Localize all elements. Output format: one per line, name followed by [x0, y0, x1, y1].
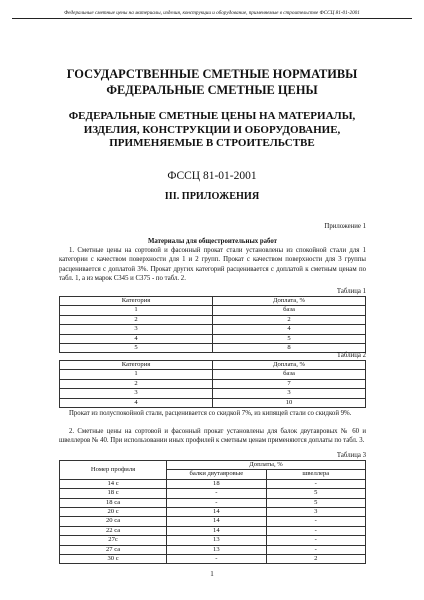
table-row — [60, 325, 366, 334]
table-row — [60, 389, 366, 398]
table-cell: 30 с — [60, 555, 167, 564]
table-cell: база — [213, 370, 366, 379]
table-header-category: Категория — [60, 297, 213, 306]
table-cell: 8 — [213, 344, 366, 353]
table-row — [60, 306, 366, 315]
table-header-channels: швеллера — [266, 470, 365, 479]
table-row — [60, 526, 366, 535]
table-cell: - — [266, 536, 365, 545]
table-cell: 1 — [60, 370, 213, 379]
table-cell: 5 — [60, 344, 213, 353]
table-header-category: Категория — [60, 361, 213, 370]
table-cell: - — [167, 555, 266, 564]
table-cell: - — [167, 498, 266, 507]
table-cell: 5 — [266, 489, 365, 498]
table-cell: 1 — [60, 306, 213, 315]
table-cell: 20 са — [60, 517, 167, 526]
appendix-label: Приложение 1 — [324, 223, 366, 230]
table-1-caption: Таблица 1 — [336, 288, 366, 295]
table-cell: 3 — [266, 508, 365, 517]
table-row — [60, 555, 366, 564]
table-cell: 5 — [266, 498, 365, 507]
table-row — [60, 489, 366, 498]
table-cell: - — [266, 517, 365, 526]
table-row — [60, 517, 366, 526]
table-1 — [59, 296, 366, 353]
paragraph-1: 1. Сметные цены на сортовой и фасонный прокат стали установлены из спокойной стали для 1 категории с качеством поверхности для 1 и 2 групп. Прокат с качеством поверхности для 3 группы расценивается с доплатой 3%. Прокат других категорий расценивается с доплатой к сметным ценам по табл. 1, а из марок С345 и С375 - по табл. 2. — [59, 247, 366, 282]
table-cell: 3 — [60, 389, 213, 398]
table-cell: - — [266, 545, 365, 554]
table-row — [60, 370, 366, 379]
table-cell: 14 с — [60, 479, 167, 488]
table-header-surcharge: Доплаты, % — [167, 461, 366, 470]
table-header-row — [60, 361, 366, 370]
table-cell: 14 — [167, 508, 266, 517]
table-3-caption: Таблица 3 — [336, 452, 366, 459]
table-cell: 10 — [213, 398, 366, 407]
table-cell: 2 — [60, 315, 213, 324]
main-title — [0, 66, 424, 98]
running-header: Федеральные сметные цены на материалы, изделия, конструкции и оборудование, применяемые в строительстве ФССЦ 81-01-2001 — [12, 10, 412, 19]
table-header-profile: Номер профиля — [60, 461, 167, 480]
table-cell: - — [266, 526, 365, 535]
table-row — [60, 398, 366, 407]
table-cell: 3 — [60, 325, 213, 334]
table-header-beams: балки двутавровые — [167, 470, 266, 479]
document-code: ФССЦ 81-01-2001 — [167, 170, 257, 182]
table-header-row — [60, 461, 366, 470]
table-cell: 20 с — [60, 508, 167, 517]
main-title-line-2: ФЕДЕРАЛЬНЫЕ СМЕТНЫЕ ЦЕНЫ — [106, 83, 318, 97]
table-row — [60, 508, 366, 517]
table-cell: 5 — [213, 334, 366, 343]
main-title-line-1: ГОСУДАРСТВЕННЫЕ СМЕТНЫЕ НОРМАТИВЫ — [66, 67, 358, 81]
table-cell: 3 — [213, 389, 366, 398]
table-3 — [59, 460, 366, 564]
table-header-surcharge: Доплата, % — [213, 297, 366, 306]
table-cell: 4 — [60, 398, 213, 407]
table-cell: 4 — [213, 325, 366, 334]
subtitle-line-2: ИЗДЕЛИЯ, КОНСТРУКЦИИ И ОБОРУДОВАНИЕ, — [83, 123, 341, 136]
table-cell: 7 — [213, 379, 366, 388]
subtitle — [0, 110, 424, 151]
paragraph-2: 2. Сметные цены на сортовой и фасонный прокат установлены для балок двутавровых № 60 и швеллеров № 40. При использовании иных профилей к сметным ценам применяются доплаты по табл. 3. — [59, 428, 366, 445]
table-cell: - — [167, 489, 266, 498]
table-row — [60, 479, 366, 488]
table-cell: база — [213, 306, 366, 315]
paragraph-discount: Прокат из полуспокойной стали, расценивается со скидкой 7%, из кипящей стали со скидкой 9%. — [69, 410, 352, 417]
table-cell: 18 с — [60, 489, 167, 498]
table-cell: 13 — [167, 536, 266, 545]
table-row — [60, 545, 366, 554]
table-header-surcharge: Доплата, % — [213, 361, 366, 370]
table-cell: 4 — [60, 334, 213, 343]
table-cell: 2 — [266, 555, 365, 564]
page-number: 1 — [210, 570, 214, 578]
table-cell: 27с — [60, 536, 167, 545]
table-cell: 2 — [213, 315, 366, 324]
table-row — [60, 334, 366, 343]
table-cell: - — [266, 479, 365, 488]
table-2 — [59, 360, 366, 408]
table-cell: 14 — [167, 517, 266, 526]
table-row — [60, 379, 366, 388]
table-cell: 2 — [60, 379, 213, 388]
subtitle-line-1: ФЕДЕРАЛЬНЫЕ СМЕТНЫЕ ЦЕНЫ НА МАТЕРИАЛЫ, — [68, 110, 356, 122]
subtitle-line-3: ПРИМЕНЯЕМЫЕ В СТРОИТЕЛЬСТВЕ — [109, 137, 315, 150]
table-cell: 13 — [167, 545, 266, 554]
table-row — [60, 536, 366, 545]
table-cell: 18 — [167, 479, 266, 488]
section-title: III. ПРИЛОЖЕНИЯ — [164, 191, 260, 202]
table-row — [60, 498, 366, 507]
table-cell: 27 са — [60, 545, 167, 554]
table-cell: 14 — [167, 526, 266, 535]
table-row — [60, 315, 366, 324]
table-cell: 22 са — [60, 526, 167, 535]
materials-heading: Материалы для общестроительных работ — [148, 238, 277, 245]
table-2-caption: Таблица 2 — [336, 352, 366, 359]
table-header-row — [60, 297, 366, 306]
table-cell: 18 са — [60, 498, 167, 507]
